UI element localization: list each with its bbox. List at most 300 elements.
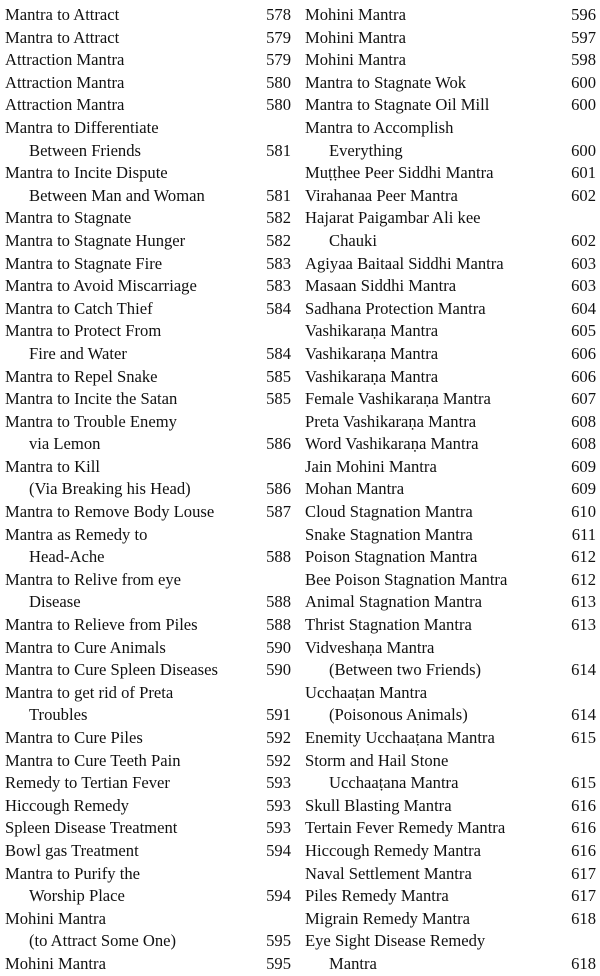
entry-title-text: Mohini Mantra: [305, 50, 406, 70]
entry-title-text: Mantra to Stagnate Hunger: [5, 230, 186, 250]
index-entry: [305, 4, 596, 27]
entry-title: [305, 207, 596, 230]
index-entry: [305, 569, 596, 592]
entry-title-text: Mantra to Cure Piles: [5, 728, 143, 747]
entry-subtitle-text: (Via Breaking his Head): [29, 479, 191, 499]
entry-title-text: Vidveshaṇa Mantra: [305, 637, 435, 657]
entry-title: [305, 930, 596, 953]
index-entry: [5, 49, 291, 72]
page-number: 613: [571, 592, 596, 612]
entry-subtitle-text: Disease: [29, 592, 81, 612]
entry-title-text: Tertain Fever Remedy Mantra: [305, 818, 506, 838]
entry-title-text: Cloud Stagnation Mantra: [305, 502, 473, 522]
entry-title-text: Eye Sight Disease Remedy: [305, 931, 486, 951]
entry-title-text: Mantra to get rid of Preta: [5, 682, 174, 702]
entry-title: [305, 863, 596, 886]
entry-title: [5, 908, 291, 931]
entry-title: [305, 72, 596, 95]
index-entry: [305, 456, 596, 479]
entry-title-text: Mohini Mantra: [5, 908, 106, 928]
index-entry: [305, 185, 596, 208]
entry-title-text: Mantra to Attract: [5, 27, 120, 47]
entry-title-text: Mantra to Protect From: [5, 321, 162, 341]
index-entry: [305, 253, 596, 276]
index-entry: [5, 275, 291, 298]
index-entry: [305, 501, 596, 524]
page-number: 583: [266, 276, 291, 296]
index-entry: [5, 366, 291, 389]
entry-title: [305, 795, 596, 818]
index-entry: [305, 207, 596, 252]
index-entry: [5, 817, 291, 840]
entry-title: [5, 817, 291, 840]
page-number: 615: [571, 728, 596, 747]
entry-title: [305, 298, 596, 321]
entry-title: [305, 4, 596, 27]
entry-title: [305, 94, 596, 117]
entry-title: [305, 162, 596, 185]
entry-title: [305, 614, 596, 637]
page-number: 590: [266, 660, 291, 680]
entry-subtitle: [305, 659, 596, 682]
entry-subtitle: [305, 140, 596, 163]
entry-title-text: Piles Remedy Mantra: [305, 886, 449, 906]
index-entry: [305, 637, 596, 682]
page-number: 600: [571, 140, 596, 160]
page-number: 616: [571, 840, 596, 860]
index-entry: [305, 388, 596, 411]
index-entry: [305, 298, 596, 321]
page-number: 603: [571, 276, 596, 296]
entry-title-text: Vashikaraṇa Mantra: [305, 343, 439, 363]
entry-subtitle-text: Worship Place: [29, 886, 125, 906]
page-number: 584: [266, 343, 291, 363]
index-entry: [305, 478, 596, 501]
entry-title: [5, 230, 291, 253]
entry-subtitle: [5, 704, 291, 727]
entry-title-text: Mantra to Remove Body Louse: [5, 502, 215, 522]
index-entry: [5, 456, 291, 501]
index-entry: [5, 637, 291, 660]
index-entry: [305, 750, 596, 795]
page-number: 608: [571, 434, 596, 454]
page-number: 611: [571, 524, 596, 544]
entry-title: [305, 546, 596, 569]
entry-title-text: Mantra to Accomplish: [305, 117, 454, 137]
entry-title: [5, 298, 291, 321]
index-entry: [5, 840, 291, 863]
entry-title-text: Naval Settlement Mantra: [305, 863, 472, 883]
entry-subtitle-text: Everything: [329, 140, 403, 160]
page-number: 579: [266, 50, 291, 70]
index-entry: [305, 27, 596, 50]
entry-title: [5, 772, 291, 795]
page-number: 618: [571, 953, 596, 973]
entry-title-text: Remedy to Tertian Fever: [5, 773, 170, 793]
entry-title: [305, 591, 596, 614]
index-entry: [305, 72, 596, 95]
page-number: 591: [266, 705, 291, 725]
entry-subtitle: [5, 546, 291, 569]
page-number: 602: [571, 185, 596, 205]
entry-title-text: Mantra to Cure Animals: [5, 637, 166, 657]
entry-title: [5, 727, 291, 750]
index-entry: [305, 795, 596, 818]
entry-title: [305, 117, 596, 140]
index-entry: [305, 840, 596, 863]
entry-title-text: Jain Mohini Mantra: [305, 456, 437, 476]
page-number: 605: [571, 321, 596, 341]
entry-subtitle-text: (to Attract Some One): [29, 931, 177, 951]
entry-title-text: Mantra to Incite the Satan: [5, 389, 178, 409]
page-number: 609: [571, 479, 596, 499]
entry-title-text: Hiccough Remedy Mantra: [305, 840, 482, 860]
entry-title: [5, 840, 291, 863]
page-number: 598: [571, 50, 596, 70]
page-number: 593: [266, 773, 291, 793]
page-number: 582: [266, 208, 291, 228]
entry-title: [5, 4, 291, 27]
index-column-left: [5, 4, 291, 976]
entry-title-text: Snake Stagnation Mantra: [305, 524, 473, 544]
entry-title: [5, 49, 291, 72]
entry-subtitle-text: Fire and Water: [29, 343, 127, 363]
index-entry: [305, 275, 596, 298]
entry-title-text: Mantra to Relieve from Piles: [5, 615, 198, 635]
entry-subtitle: [5, 930, 291, 953]
entry-title: [305, 253, 596, 276]
entry-subtitle: [305, 230, 596, 253]
entry-title-text: Hiccough Remedy: [5, 795, 129, 815]
entry-title: [305, 501, 596, 524]
entry-title-text: Muṭṭhee Peer Siddhi Mantra: [305, 163, 494, 183]
page-number: 592: [266, 750, 291, 770]
entry-subtitle-text: Between Man and Woman: [29, 185, 205, 205]
page-number: 597: [571, 27, 596, 47]
entry-title-text: Mohini Mantra: [305, 27, 406, 47]
page-number: 590: [266, 637, 291, 657]
entry-title: [305, 411, 596, 434]
entry-title-text: Sadhana Protection Mantra: [305, 298, 486, 318]
entry-title-text: Mantra to Purify the: [5, 863, 141, 883]
entry-title-text: Mohan Mantra: [305, 479, 405, 499]
entry-title-text: Hajarat Paigambar Ali kee: [305, 208, 481, 228]
entry-title: [305, 637, 596, 660]
entry-title: [5, 524, 291, 547]
page-number: 588: [266, 547, 291, 567]
index-entry: [5, 230, 291, 253]
index-entry: [5, 117, 291, 162]
entry-title: [5, 366, 291, 389]
entry-title-text: Attraction Mantra: [5, 72, 125, 92]
entry-title: [305, 433, 596, 456]
page-number: 584: [266, 298, 291, 318]
entry-title: [305, 750, 596, 773]
entry-subtitle: [305, 704, 596, 727]
index-entry: [5, 27, 291, 50]
index-entry: [305, 863, 596, 886]
entry-subtitle-text: Between Friends: [29, 140, 141, 160]
index-entry: [305, 591, 596, 614]
index-entry: [5, 569, 291, 614]
entry-title-text: Animal Stagnation Mantra: [305, 592, 482, 612]
page-number: 580: [266, 95, 291, 115]
page-number: 579: [266, 27, 291, 47]
entry-title-text: Virahanaa Peer Mantra: [305, 185, 458, 205]
index-entry: [5, 388, 291, 411]
index-entry: [305, 727, 596, 750]
entry-title: [305, 817, 596, 840]
page-number: 585: [266, 389, 291, 409]
entry-title: [5, 501, 291, 524]
page-number: 603: [571, 253, 596, 273]
index-entry: [5, 908, 291, 953]
page-number: 600: [571, 72, 596, 92]
page-number: 593: [266, 818, 291, 838]
index-entry: [305, 343, 596, 366]
index-entry: [5, 614, 291, 637]
page-number: 601: [571, 163, 596, 183]
entry-title: [305, 49, 596, 72]
entry-title-text: Preta Vashikaraṇa Mantra: [305, 411, 477, 431]
entry-title: [5, 388, 291, 411]
entry-title: [305, 456, 596, 479]
entry-title: [305, 569, 596, 592]
entry-title-text: Enemity Ucchaaṭana Mantra: [305, 728, 495, 747]
entry-title-text: Mantra to Stagnate Wok: [305, 72, 467, 92]
index-entry: [305, 930, 596, 975]
entry-title: [5, 253, 291, 276]
entry-title-text: Mantra to Incite Dispute: [5, 163, 168, 183]
page-number: 595: [266, 953, 291, 973]
entry-title-text: Mantra to Stagnate: [5, 208, 132, 228]
entry-title-text: Mohini Mantra: [305, 5, 406, 24]
page-number: 593: [266, 795, 291, 815]
entry-title-text: Mantra as Remedy to: [5, 524, 148, 544]
page-number: 596: [571, 5, 596, 24]
index-entry: [5, 659, 291, 682]
entry-subtitle: [5, 140, 291, 163]
entry-title-text: Word Vashikaraṇa Mantra: [305, 434, 479, 454]
page-number: 617: [571, 863, 596, 883]
page-number: 594: [266, 840, 291, 860]
entry-title-text: Agiyaa Baitaal Siddhi Mantra: [305, 253, 504, 273]
page-number: 581: [266, 140, 291, 160]
index-entry: [305, 162, 596, 185]
entry-title: [5, 162, 291, 185]
entry-title: [305, 478, 596, 501]
entry-title: [305, 185, 596, 208]
page-number: 614: [571, 660, 596, 680]
entry-title-text: Mantra to Stagnate Oil Mill: [305, 95, 490, 115]
index-entry: [305, 614, 596, 637]
entry-title-text: Female Vashikaraṇa Mantra: [305, 389, 491, 409]
entry-title-text: Ucchaaṭan Mantra: [305, 682, 428, 702]
entry-title: [5, 614, 291, 637]
page-number: 612: [571, 547, 596, 567]
index-entry: [5, 72, 291, 95]
index-entry: [5, 682, 291, 727]
page-number: 581: [266, 185, 291, 205]
entry-title-text: Masaan Siddhi Mantra: [305, 276, 457, 296]
entry-title: [5, 863, 291, 886]
index-entry: [5, 411, 291, 456]
entry-title-text: Mantra to Relive from eye: [5, 569, 182, 589]
entry-title: [305, 908, 596, 931]
index-entry: [5, 750, 291, 773]
page-number: 606: [571, 343, 596, 363]
entry-title: [5, 207, 291, 230]
entry-title: [5, 320, 291, 343]
page-number: 616: [571, 795, 596, 815]
entry-title: [305, 343, 596, 366]
entry-title: [305, 840, 596, 863]
entry-title-text: Vashikaraṇa Mantra: [305, 321, 439, 341]
index-entry: [5, 795, 291, 818]
entry-title: [5, 456, 291, 479]
index-entry: [5, 320, 291, 365]
page-number: 582: [266, 230, 291, 250]
entry-title: [5, 27, 291, 50]
index-entry: [5, 727, 291, 750]
page-number: 586: [266, 434, 291, 454]
entry-title-text: Mantra to Attract: [5, 5, 120, 24]
entry-title: [5, 569, 291, 592]
page-number: 607: [571, 389, 596, 409]
page-number: 600: [571, 95, 596, 115]
index-entry: [5, 524, 291, 569]
page-number: 614: [571, 705, 596, 725]
page-number: 604: [571, 298, 596, 318]
entry-subtitle: [5, 433, 291, 456]
entry-title-text: Mantra to Avoid Miscarriage: [5, 276, 197, 296]
entry-title-text: Mantra to Catch Thief: [5, 298, 153, 318]
entry-subtitle: [305, 772, 596, 795]
entry-subtitle: [305, 953, 596, 976]
entry-title-text: Vashikaraṇa Mantra: [305, 366, 439, 386]
entry-title-text: Attraction Mantra: [5, 95, 125, 115]
entry-title: [5, 953, 291, 976]
entry-title: [305, 682, 596, 705]
index-entry: [5, 162, 291, 207]
entry-subtitle: [5, 343, 291, 366]
page-number: 588: [266, 592, 291, 612]
page-number: 617: [571, 886, 596, 906]
entry-title-text: Mohini Mantra: [5, 953, 106, 973]
page-number: 587: [266, 502, 291, 522]
index-entry: [5, 298, 291, 321]
index-entry: [305, 817, 596, 840]
index-entry: [5, 501, 291, 524]
entry-title-text: Spleen Disease Treatment: [5, 818, 178, 838]
index-entry: [5, 253, 291, 276]
page-number: 580: [266, 72, 291, 92]
entry-title-text: Mantra to Stagnate Fire: [5, 253, 163, 273]
entry-title-text: Mantra to Differentiate: [5, 117, 159, 137]
index-entry: [305, 682, 596, 727]
entry-subtitle-text: (Poisonous Animals): [329, 705, 468, 725]
entry-title: [5, 411, 291, 434]
page-number: 610: [571, 502, 596, 522]
index-column-right: [305, 4, 596, 976]
index-entry: [5, 953, 291, 976]
index-entry: [305, 546, 596, 569]
index-entry: [305, 49, 596, 72]
entry-title: [5, 117, 291, 140]
index-entry: [305, 885, 596, 908]
entry-title-text: Skull Blasting Mantra: [305, 795, 452, 815]
entry-title: [5, 795, 291, 818]
entry-subtitle-text: Head-Ache: [29, 547, 105, 567]
entry-subtitle-text: (Between two Friends): [329, 660, 482, 680]
index-entry: [305, 94, 596, 117]
entry-title-text: Mantra to Kill: [5, 456, 100, 476]
entry-title: [305, 320, 596, 343]
index-entry: [305, 411, 596, 434]
index-entry: [5, 772, 291, 795]
entry-title: [305, 727, 596, 750]
entry-subtitle-text: Troubles: [29, 705, 88, 725]
entry-title: [5, 72, 291, 95]
page-number: 586: [266, 479, 291, 499]
page-number: 583: [266, 253, 291, 273]
entry-title: [305, 388, 596, 411]
entry-title: [5, 275, 291, 298]
index-entry: [305, 117, 596, 162]
index-entry: [5, 207, 291, 230]
page-number: 606: [571, 366, 596, 386]
entry-title: [5, 637, 291, 660]
index-entry: [5, 4, 291, 27]
entry-title: [305, 366, 596, 389]
page-number: 585: [266, 366, 291, 386]
index-entry: [305, 524, 596, 547]
index-entry: [305, 320, 596, 343]
entry-title-text: Migrain Remedy Mantra: [305, 908, 470, 928]
page-number: 592: [266, 728, 291, 747]
entry-subtitle: [5, 885, 291, 908]
entry-subtitle: [5, 478, 291, 501]
page-number: 594: [266, 886, 291, 906]
entry-subtitle-text: via Lemon: [29, 434, 101, 454]
entry-title: [305, 27, 596, 50]
index-entry: [305, 433, 596, 456]
entry-title-text: Attraction Mantra: [5, 50, 125, 70]
index-entry: [305, 908, 596, 931]
entry-title-text: Mantra to Repel Snake: [5, 366, 158, 386]
entry-title-text: Mantra to Cure Spleen Diseases: [5, 660, 218, 680]
page-number: 602: [571, 230, 596, 250]
entry-title: [5, 94, 291, 117]
page-number: 616: [571, 818, 596, 838]
entry-title-text: Thrist Stagnation Mantra: [305, 615, 472, 635]
page-number: 615: [571, 773, 596, 793]
index-entry: [5, 863, 291, 908]
entry-subtitle: [5, 591, 291, 614]
entry-title: [305, 275, 596, 298]
entry-title-text: Mantra to Trouble Enemy: [5, 411, 177, 431]
page-number: 613: [571, 615, 596, 635]
index-entry: [5, 94, 291, 117]
entry-title: [305, 885, 596, 908]
entry-title-text: Bee Poison Stagnation Mantra: [305, 569, 508, 589]
entry-subtitle: [5, 185, 291, 208]
page-number: 612: [571, 569, 596, 589]
index-entry: [305, 366, 596, 389]
page-number: 578: [266, 5, 291, 24]
entry-title-text: Storm and Hail Stone: [305, 750, 449, 770]
entry-subtitle-text: Ucchaaṭana Mantra: [329, 773, 459, 793]
